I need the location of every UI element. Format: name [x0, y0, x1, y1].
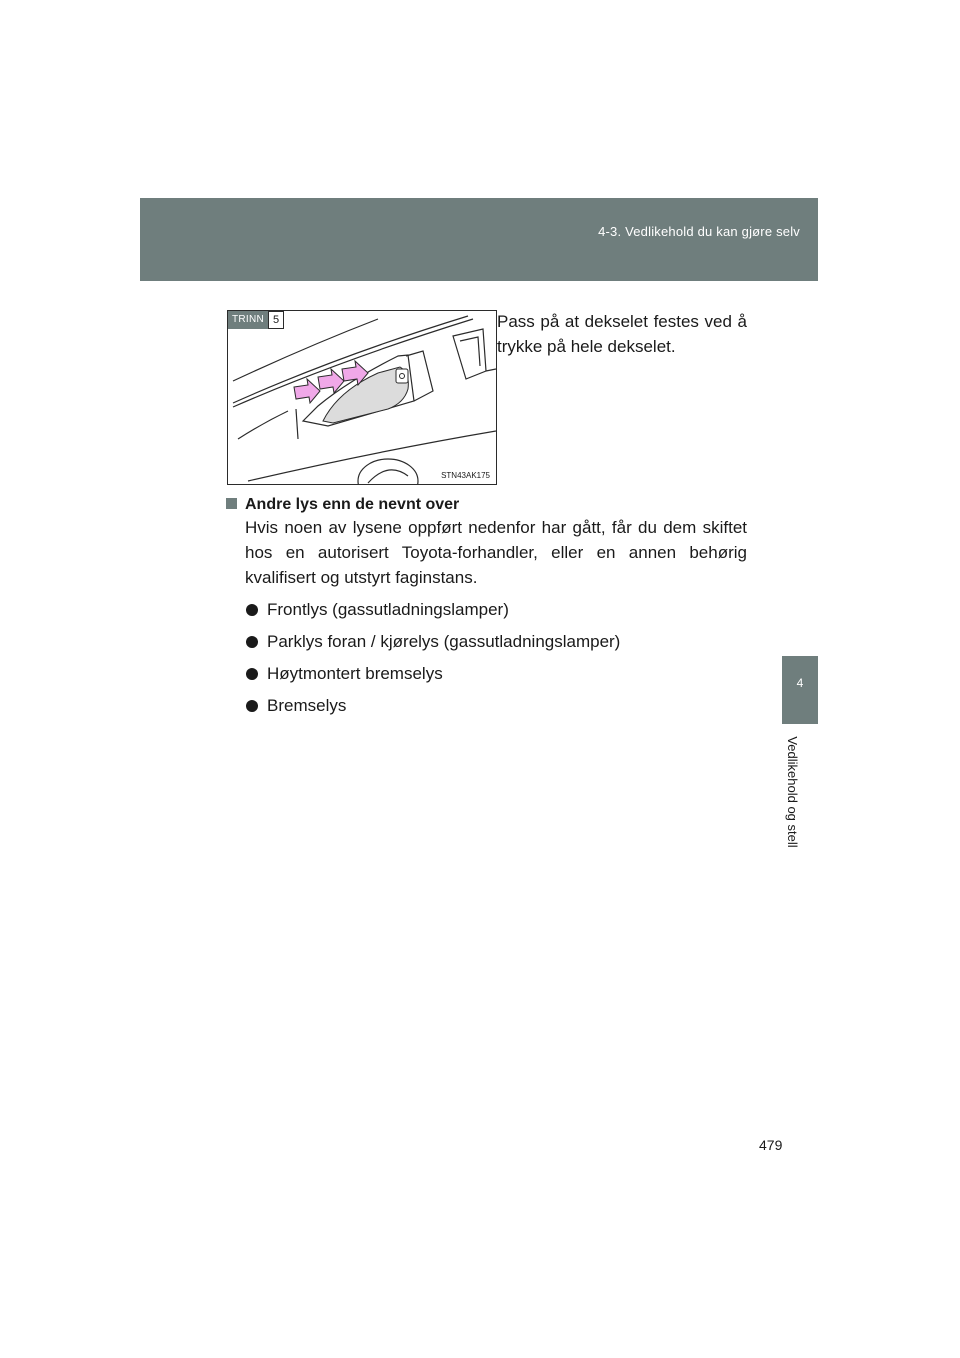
bullet-dot-icon [246, 700, 258, 712]
list-item [245, 629, 620, 661]
section-heading-text: Andre lys enn de nevnt over [245, 496, 460, 513]
bullet-dot-icon [246, 636, 258, 648]
section-body: Hvis noen av lysene oppført nedenfor har gått, får du dem skiftet hos en autorisert Toyota-forhandler, eller en annen behørig kvalifisert og utstyrt faginstans. [245, 518, 747, 587]
step-instruction: Pass på at dekselet festes ved å trykke på hele dekselet. [497, 312, 747, 356]
push-arrow-icon [294, 379, 320, 403]
figure-code: STN43AK175 [441, 471, 490, 480]
chapter-title: 4-3. Vedlikehold du kan gjøre selv [598, 224, 800, 239]
chapter-header-band [140, 198, 818, 281]
chapter-tab-number: 4 [796, 676, 804, 690]
step-number: 5 [268, 311, 284, 329]
section-heading [226, 496, 459, 514]
chapter-side-label: Vedlikehold og stell [785, 736, 800, 848]
list-item-text: Frontlys (gassutladningslamper) [267, 600, 509, 619]
bullet-dot-icon [246, 604, 258, 616]
square-bullet-icon [226, 498, 237, 509]
cover-installation-drawing [228, 311, 497, 485]
list-item-text: Parklys foran / kjørelys (gassutladningslamper) [267, 632, 621, 651]
step-label: TRINN [228, 311, 268, 329]
list-item-text: Bremselys [267, 696, 347, 715]
step-badge [228, 311, 284, 329]
chapter-tab [782, 656, 818, 724]
list-item [245, 661, 620, 693]
step-illustration [227, 310, 497, 485]
page-number: 479 [759, 1137, 783, 1153]
list-item [245, 597, 620, 629]
list-item [245, 693, 620, 725]
bullet-dot-icon [246, 668, 258, 680]
list-item-text: Høytmontert bremselys [267, 664, 443, 683]
light-list [245, 597, 620, 725]
